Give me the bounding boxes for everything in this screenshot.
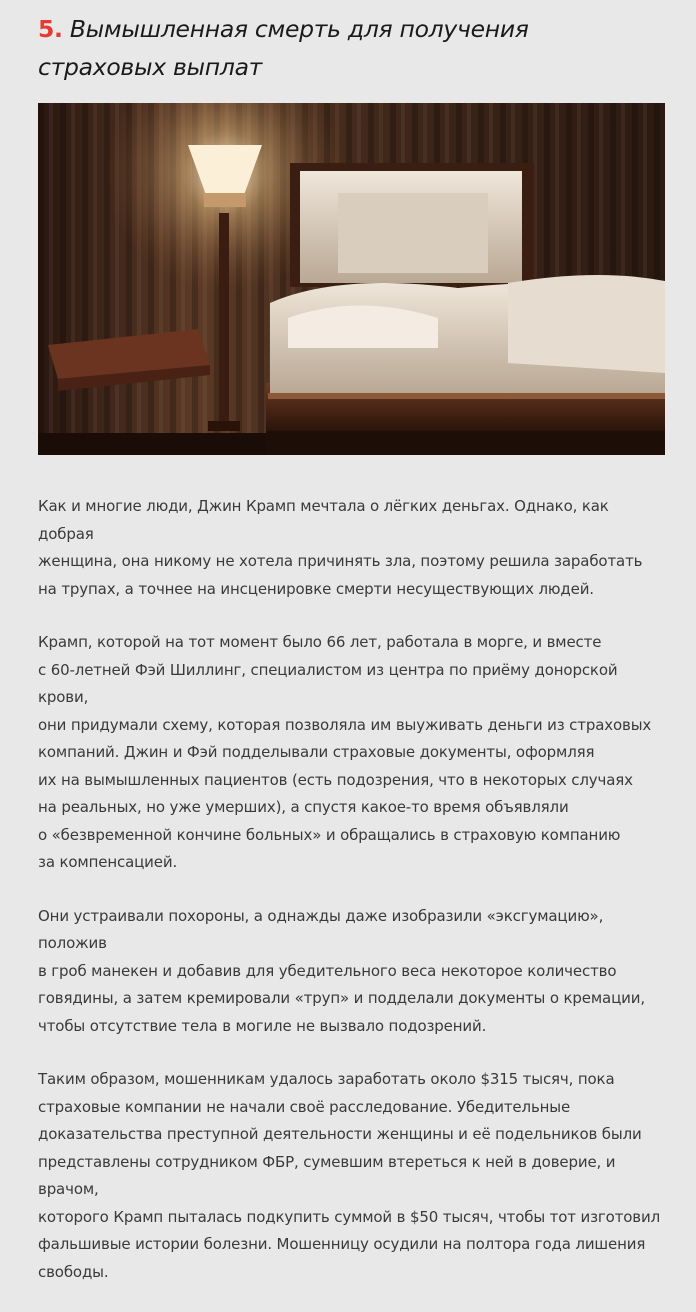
paragraph-1: Как и многие люди, Джин Крамп мечтала о лёгких деньгах. Однако, как добрая женщина, она никому не хотела причинять зла, поэтому решила заработать на трупах, а точнее на инсценировке смерти несуществующих людей. (38, 497, 643, 598)
paragraph-3: Они устраивали похороны, а однажды даже изобразили «эксгумацию», положив в гроб манекен и добавив для убедительного веса некоторое количество говядины, а затем кремировали «труп» и подделали документы о кремации, чтобы отсутствие тела в могиле не вызвало подозрений. (38, 906, 645, 1035)
heading-title: Вымышленная смерть для получения (69, 15, 529, 43)
article (38, 0, 666, 1312)
heading-title-line2: страховых выплат (38, 53, 263, 81)
heading-number: 5. (38, 15, 63, 43)
paragraph-4: Таким образом, мошенникам удалось заработать около $315 тысяч, пока страховые компании не начали своё расследование. Убедительные доказательства преступной деятельности женщины и её подельников были представлены сотрудником ФБР, сумевшим втереться к ней в доверие, и врачом, которого Крамп пыталась подкупить суммой в $50 тысяч, чтобы тот изготовил фальшивые истории болезни. Мошенницу осудили на полтора года лишения свободы. (38, 1070, 661, 1281)
article-photo (38, 103, 665, 455)
article-heading (38, 0, 666, 86)
article-body (38, 493, 666, 1286)
paragraph-2: Крамп, которой на тот момент было 66 лет, работала в морге, и вместе с 60-летней Фэй Шиллинг, специалистом из центра по приёму донорской крови, они придумали схему, которая позволяла им выуживать деньги из страховых компаний. Джин и Фэй подделывали страховые документы, оформляя их на вымышленных пациентов (есть подозрения, что в некоторых случаях на реальных, но уже умерших), а спустя какое-то время объявляли о «безвременной кончине больных» и обращались в страховую компанию за компенсацией. (38, 633, 652, 871)
